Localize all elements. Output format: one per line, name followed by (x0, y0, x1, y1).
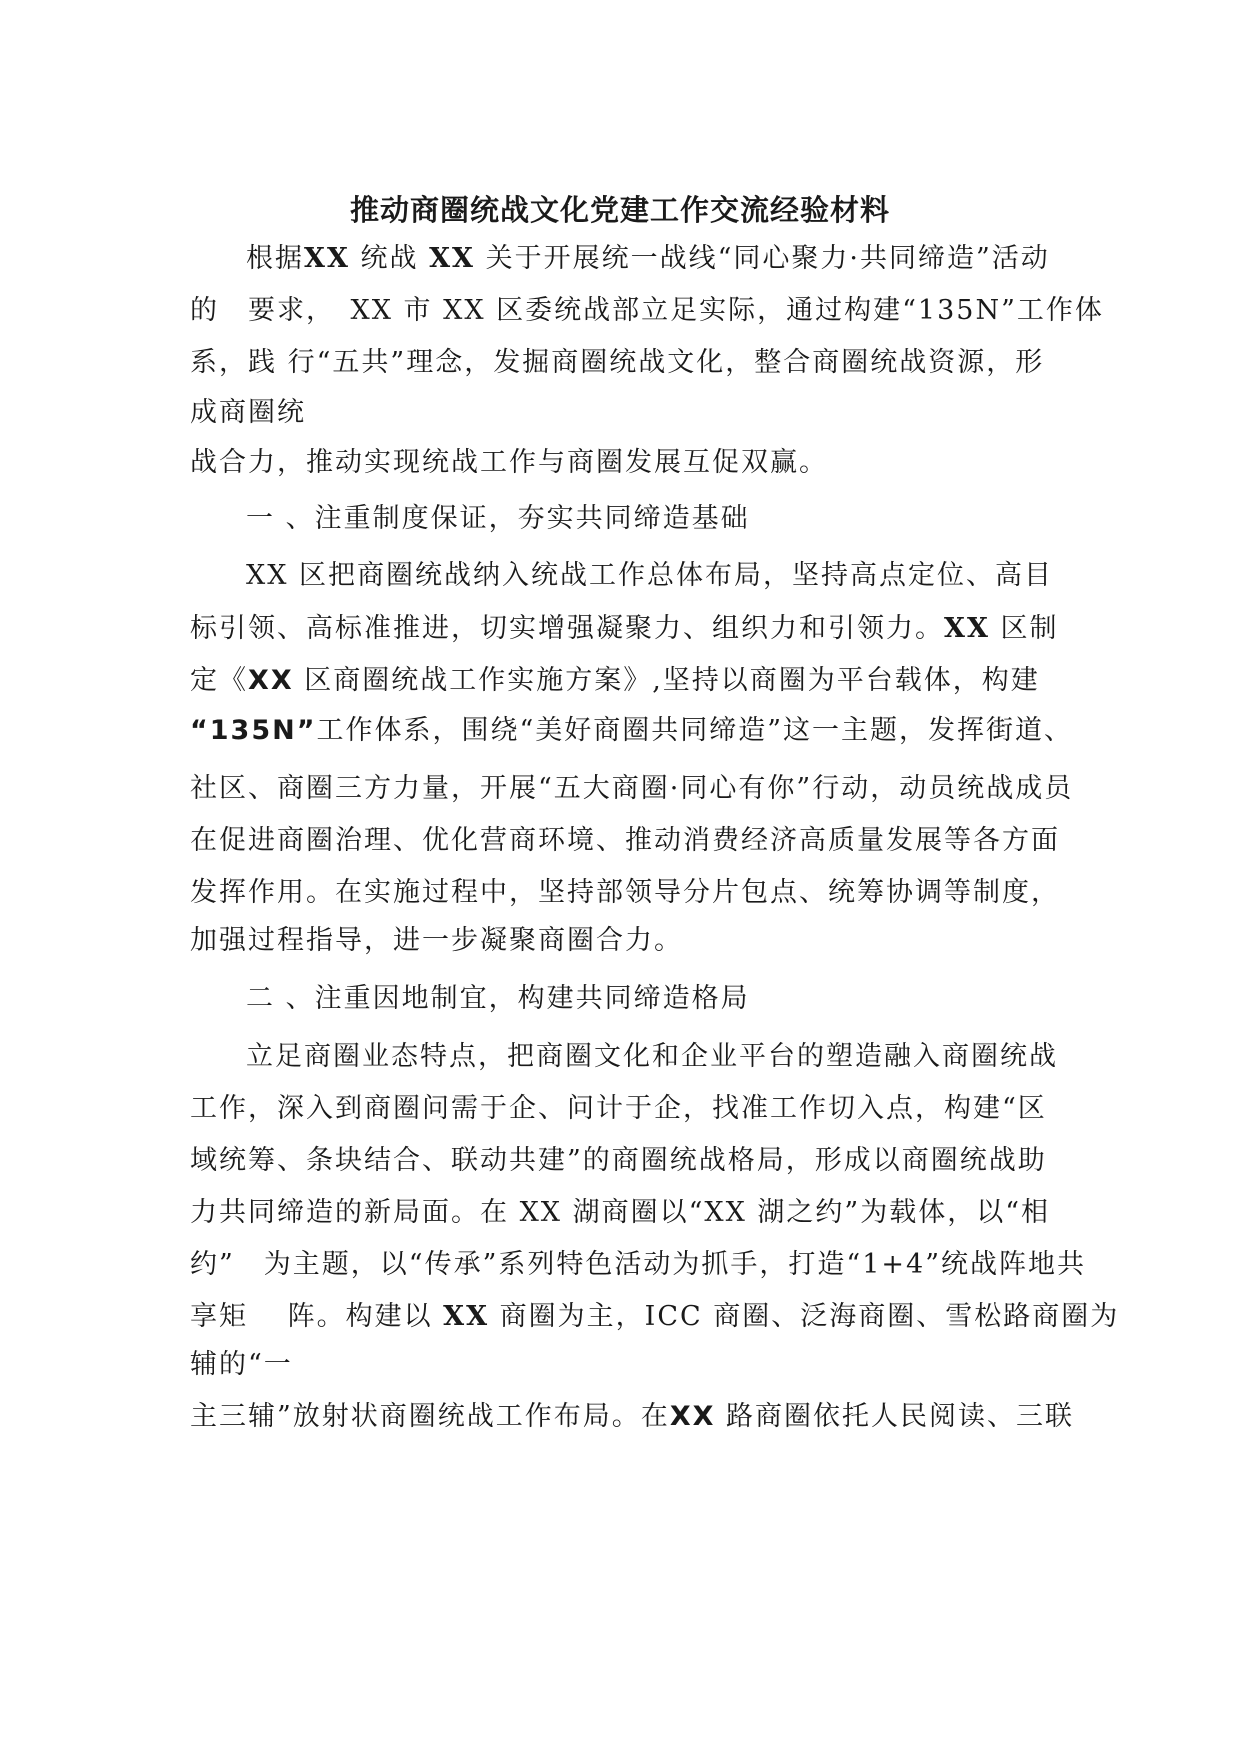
body-line-8: 标引领、高标准推进，切实增强凝聚力、组织力和引领力。XX 区制 (190, 613, 1059, 644)
body-line-14: 加强过程指导，进一步凝聚商圈合力。 (190, 925, 683, 956)
body-line-16: 立足商圈业态特点，把商圈文化和企业平台的塑造融入商圈统战 (246, 1041, 1058, 1072)
body-line-3: 系，践 行“五共”理念，发掘商圈统战文化，整合商圈统战资源，形 (190, 347, 1045, 378)
section-heading-2: 二 、注重因地制宜，构建共同缔造格局 (246, 983, 750, 1014)
body-line-5: 战合力，推动实现统战工作与商圈发展互促双赢。 (190, 447, 828, 478)
body-line-10: “135N”工作体系，围绕“美好商圈共同缔造”这一主题，发挥街道、 (190, 715, 1074, 746)
body-line-18: 域统筹、条块结合、联动共建”的商圈统战格局，形成以商圈统战助 (190, 1145, 1047, 1176)
body-line-1: 根据XX 统战 XX 关于开展统一战线“同心聚力·共同缔造”活动 (246, 243, 1050, 274)
body-line-12: 在促进商圈治理、优化营商环境、推动消费经济高质量发展等各方面 (190, 825, 1060, 856)
body-line-11: 社区、商圈三方力量，开展“五大商圈·同心有你”行动，动员统战成员 (190, 773, 1074, 804)
body-line-22: 辅的“一 (190, 1349, 293, 1380)
body-line-13: 发挥作用。在实施过程中，坚持部领导分片包点、统筹协调等制度， (190, 877, 1060, 908)
document-title: 推动商圈统战文化党建工作交流经验材料 (349, 193, 890, 227)
body-line-17: 工作，深入到商圈问需于企、问计于企，找准工作切入点，构建“区 (190, 1093, 1047, 1124)
body-line-4: 成商圈统 (190, 397, 306, 428)
body-line-20: 约” 为主题，以“传承”系列特色活动为抓手，打造“1+4”统战阵地共 (190, 1249, 1086, 1280)
section-heading-1: 一 、注重制度保证，夯实共同缔造基础 (246, 503, 750, 534)
body-line-2: 的 要求， XX 市 XX 区委统战部立足实际，通过构建“135N”工作体 (190, 295, 1104, 326)
body-line-23: 主三辅”放射状商圈统战工作布局。在XX 路商圈依托人民阅读、三联 (190, 1401, 1075, 1432)
body-line-21: 享矩 阵。构建以 XX 商圈为主，ICC 商圈、泛海商圈、雪松路商圈为 (190, 1301, 1120, 1332)
body-line-9: 定《XX 区商圈统战工作实施方案》,坚持以商圈为平台载体，构建 (190, 665, 1040, 696)
body-line-19: 力共同缔造的新局面。在 XX 湖商圈以“XX 湖之约”为载体，以“相 (190, 1197, 1051, 1228)
body-line-7: XX 区把商圈统战纳入统战工作总体布局，坚持高点定位、高目 (246, 560, 1054, 591)
